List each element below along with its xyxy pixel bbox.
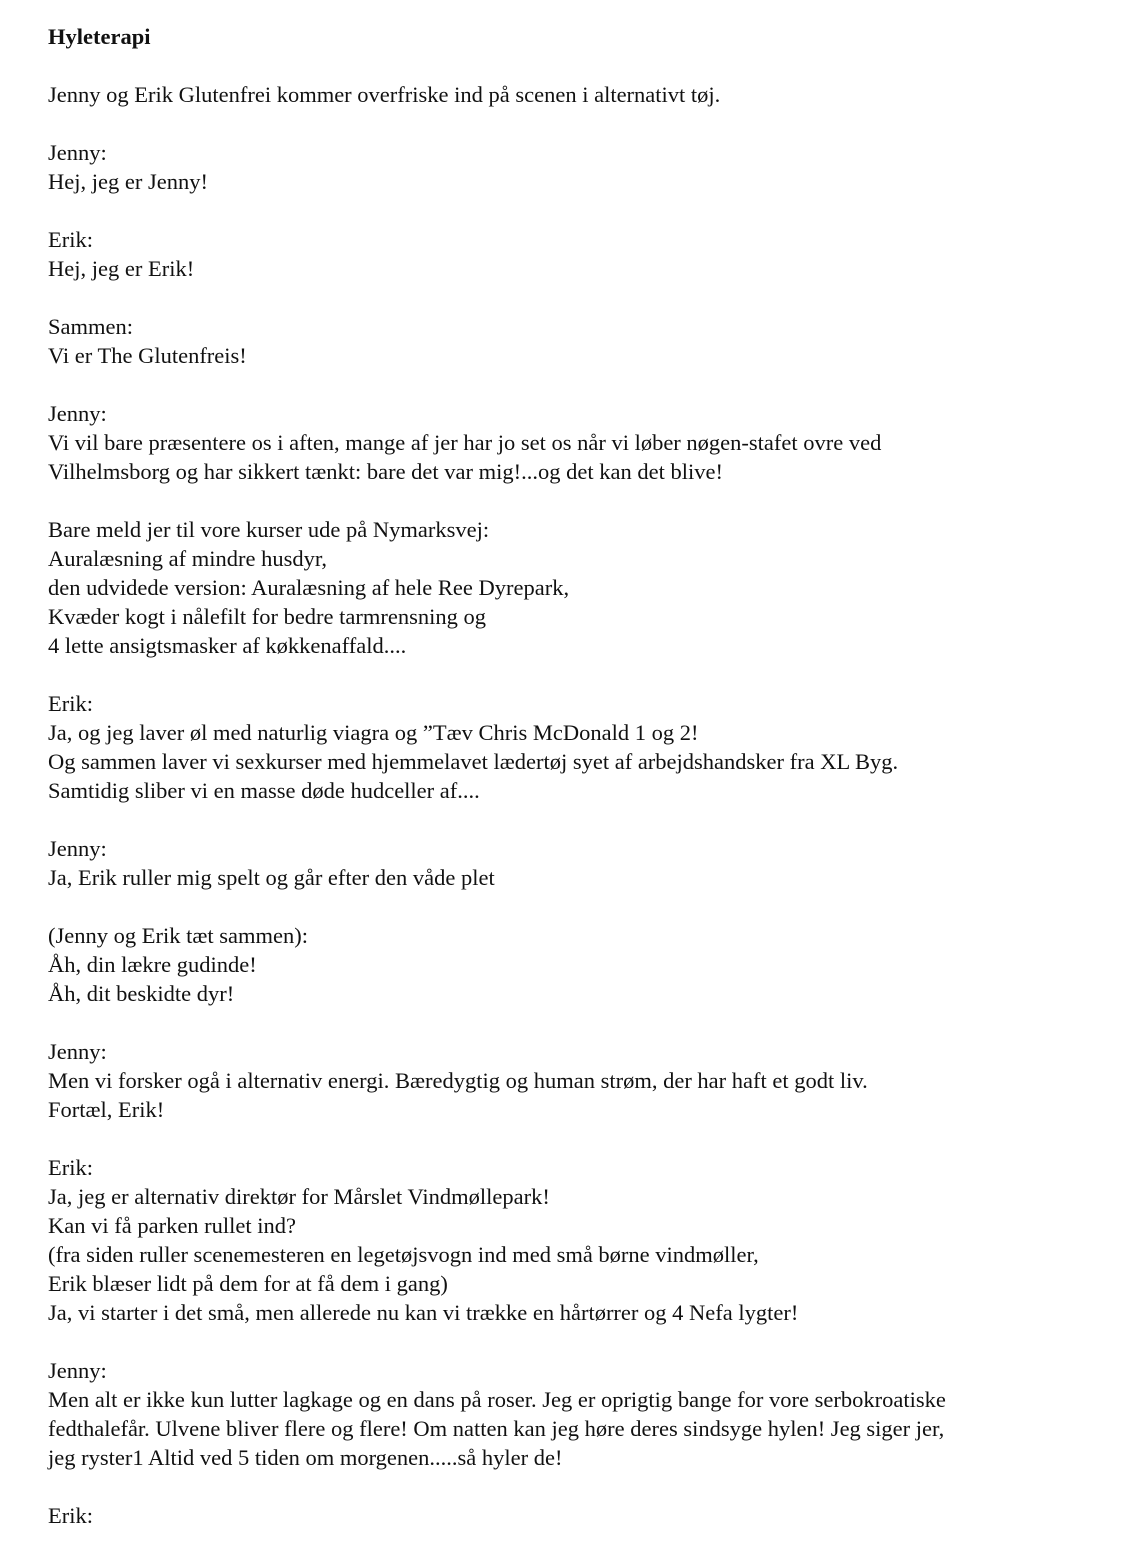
- text-line: (fra siden ruller scenemesteren en legetøjsvogn ind med små børne vindmøller,: [48, 1242, 759, 1267]
- paragraph-block: [48, 138, 1108, 196]
- text-line: Erik blæser lidt på dem for at få dem i gang): [48, 1271, 448, 1296]
- text-line: jeg ryster1 Altid ved 5 tiden om morgenen.....så hyler de!: [48, 1445, 563, 1470]
- paragraph-block: [48, 515, 1108, 660]
- paragraph-block: [48, 225, 1108, 283]
- paragraph-block: [48, 1153, 1108, 1327]
- text-line: Auralæsning af mindre husdyr,: [48, 546, 328, 571]
- document-title: Hyleterapi: [48, 24, 151, 49]
- text-line: Ja, og jeg laver øl med naturlig viagra og ”Tæv Chris McDonald 1 og 2!: [48, 720, 699, 745]
- paragraph-block: [48, 1501, 1108, 1530]
- paragraph-block: [48, 921, 1108, 1008]
- paragraph-block: [48, 689, 1108, 805]
- text-line: Vi vil bare præsentere os i aften, mange af jer har jo set os når vi løber nøgen-stafet ovre ved: [48, 430, 882, 455]
- text-line: Men vi forsker ogå i alternativ energi. Bæredygtig og human strøm, der har haft et godt liv.: [48, 1068, 868, 1093]
- text-line: Vi er The Glutenfreis!: [48, 343, 247, 368]
- text-line: Bare meld jer til vore kurser ude på Nymarksvej:: [48, 517, 490, 542]
- text-line: fedthalefår. Ulvene bliver flere og flere! Om natten kan jeg høre deres sindsyge hylen! Jeg siger jer,: [48, 1416, 945, 1441]
- text-line: den udvidede version: Auralæsning af hele Ree Dyrepark,: [48, 575, 570, 600]
- text-line: Fortæl, Erik!: [48, 1097, 165, 1122]
- text-line: Ja, Erik ruller mig spelt og går efter den våde plet: [48, 865, 495, 890]
- paragraph-block: [48, 1037, 1108, 1124]
- text-line: Åh, dit beskidte dyr!: [48, 981, 235, 1006]
- text-line: Jenny:: [48, 401, 107, 426]
- paragraph-block: [48, 312, 1108, 370]
- text-line: Kan vi få parken rullet ind?: [48, 1213, 297, 1238]
- text-line: Erik:: [48, 691, 93, 716]
- document-page: [48, 22, 1108, 1559]
- text-line: Jenny:: [48, 140, 107, 165]
- text-line: Og sammen laver vi sexkurser med hjemmelavet lædertøj syet af arbejdshandsker fra XL Byg.: [48, 749, 899, 774]
- text-line: Erik:: [48, 227, 93, 252]
- text-line: Ja, jeg er alternativ direktør for Mårslet Vindmøllepark!: [48, 1184, 550, 1209]
- paragraph-block: [48, 1356, 1108, 1472]
- text-line: Åh, din lækre gudinde!: [48, 952, 257, 977]
- text-line: Jenny og Erik Glutenfrei kommer overfriske ind på scenen i alternativt tøj.: [48, 82, 721, 107]
- text-line: Erik:: [48, 1503, 93, 1528]
- paragraph-block: [48, 80, 1108, 109]
- text-line: Erik:: [48, 1155, 93, 1180]
- text-line: Jenny:: [48, 1039, 107, 1064]
- text-line: Men alt er ikke kun lutter lagkage og en dans på roser. Jeg er oprigtig bange for vore serbokroatiske: [48, 1387, 946, 1412]
- text-line: Jenny:: [48, 1358, 107, 1383]
- paragraph-block: [48, 399, 1108, 486]
- text-line: Ja, vi starter i det små, men allerede nu kan vi trække en hårtørrer og 4 Nefa lygter!: [48, 1300, 799, 1325]
- text-line: 4 lette ansigtsmasker af køkkenaffald....: [48, 633, 407, 658]
- text-line: Sammen:: [48, 314, 133, 339]
- text-line: Jenny:: [48, 836, 107, 861]
- script-body: [48, 80, 1108, 1530]
- text-line: Hej, jeg er Jenny!: [48, 169, 208, 194]
- paragraph-block: [48, 834, 1108, 892]
- text-line: Kvæder kogt i nålefilt for bedre tarmrensning og: [48, 604, 487, 629]
- text-line: Vilhelmsborg og har sikkert tænkt: bare det var mig!...og det kan det blive!: [48, 459, 723, 484]
- text-line: Samtidig sliber vi en masse døde hudceller af....: [48, 778, 480, 803]
- text-line: Hej, jeg er Erik!: [48, 256, 195, 281]
- text-line: (Jenny og Erik tæt sammen):: [48, 923, 308, 948]
